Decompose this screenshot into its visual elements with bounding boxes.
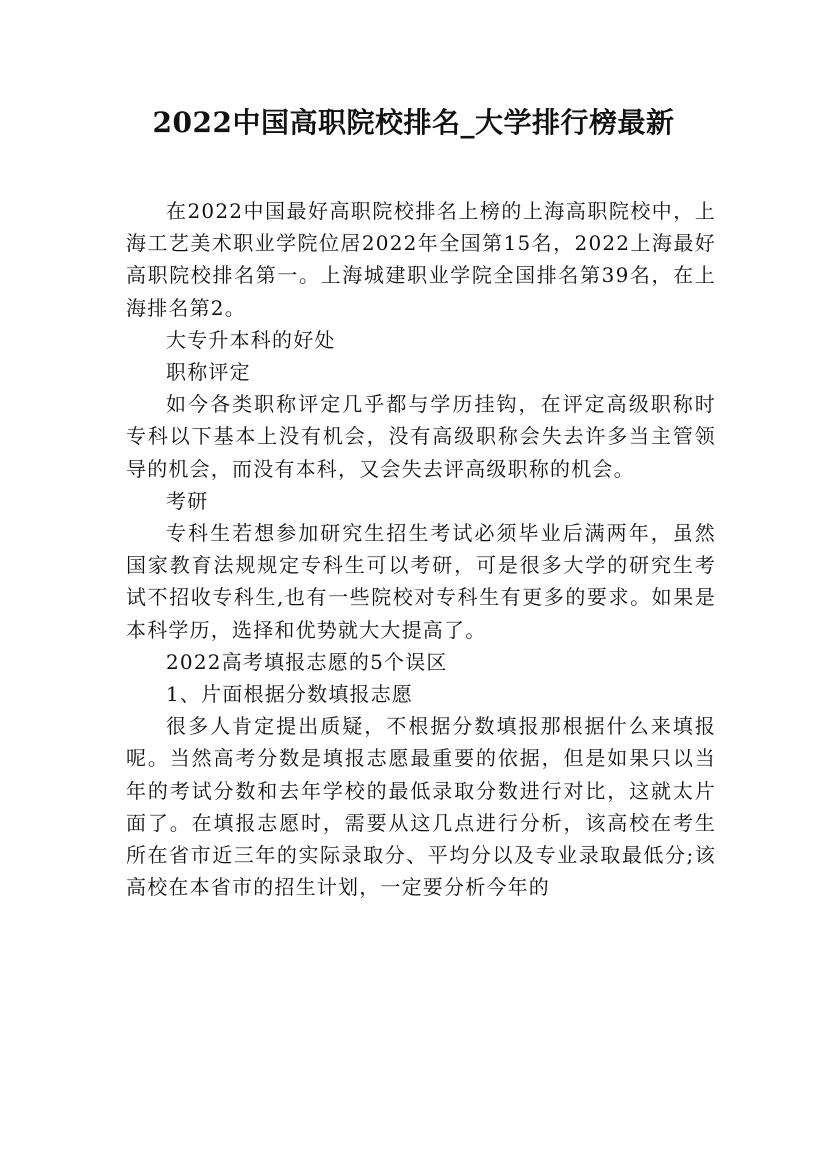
paragraph-mistake-one: 很多人肯定提出质疑，不根据分数填报那根据什么来填报呢。当然高考分数是填报志愿最重要的依据，但是如果只以当年的考试分数和去年学校的最低录取分数进行对比，这就太片面了。在填报志愿时，需要从这几点进行分析，该高校在考生所在省市近三年的实际录取分、平均分以及专业录取最低分;该高校在本省市的招生计划，一定要分析今年的 <box>126 714 716 900</box>
document-body <box>126 195 716 903</box>
paragraph-postgraduate-exam: 专科生若想参加研究生招生考试必须毕业后满两年，虽然国家教育法规规定专科生可以考研，可是很多大学的研究生考试不招收专科生,也有一些院校对专科生有更多的要求。如果是本科学历，选择和优势就大大提高了。 <box>126 521 716 642</box>
heading-upgrade-benefits: 大专升本科的好处 <box>166 327 336 352</box>
heading-postgraduate-exam: 考研 <box>166 488 209 513</box>
heading-five-mistakes: 2022高考填报志愿的5个误区 <box>166 649 448 674</box>
heading-title-evaluation: 职称评定 <box>166 360 251 385</box>
document-title: 2022中国高职院校排名_大学排行榜最新 <box>152 106 675 139</box>
paragraph-title-evaluation: 如今各类职称评定几乎都与学历挂钩，在评定高级职称时专科以下基本上没有机会，没有高级职称会失去许多当主管领导的机会，而没有本科，又会失去评高级职称的机会。 <box>126 392 716 481</box>
heading-mistake-one: 1、片面根据分数填报志愿 <box>166 682 414 707</box>
paragraph-intro: 在2022中国最好高职院校排名上榜的上海高职院校中，上海工艺美术职业学院位居2022年全国第15名，2022上海最好高职院校排名第一。上海城建职业学院全国排名第39名，在上海排名第2。 <box>126 199 716 320</box>
